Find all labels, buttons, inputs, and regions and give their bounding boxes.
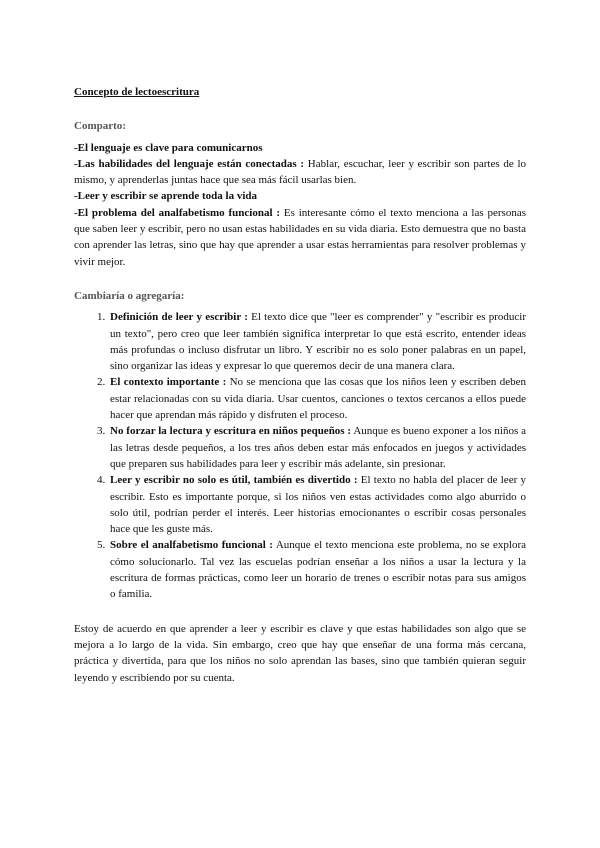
share-item-title: -El problema del analfabetismo funcional : — [74, 206, 281, 219]
conclusion-paragraph: Estoy de acuerdo en que aprender a leer y escribir es clave y que estas habilidades son algo que se mejora a lo largo de la vida. Sin embargo, creo que hay que enseñar de una forma más cercana, práctica y divertida, para que los niños no solo aprendan las bases, sino que también quieran seguir leyendo y escribiendo por su cuenta. — [74, 622, 526, 684]
list-item-title: Sobre el analfabetismo funcional : — [110, 539, 273, 552]
share-item-text: Hablar, escuchar, leer y escribir son partes de lo mismo, y aprenderlas juntas hace que sea más fácil usarlas bien. — [74, 157, 526, 187]
list-item-text: Aunque el texto menciona este problema, no se explora cómo solucionarlo. Tal vez las escuelas podrían enseñar a los niños a usar la lectura y la escritura de formas prácticas, como leer un horario de trenes o escribir notas para sus amigos o familia. — [110, 539, 526, 601]
share-item — [74, 205, 526, 270]
share-item — [74, 188, 526, 204]
list-item — [108, 374, 526, 423]
list-item-title: El contexto importante : — [110, 376, 227, 389]
list-item — [108, 537, 526, 602]
share-heading: Comparto: — [74, 120, 126, 133]
share-list — [74, 140, 526, 270]
list-item — [108, 309, 526, 374]
list-item-text: El texto no habla del placer de leer y escribir. Esto es importante porque, si los niños ven estas actividades como algo aburrido o solo útil, podrían perder el interés. Leer historias emocionantes o escribir cosas personales hace que les guste más. — [110, 474, 526, 536]
list-item-text: Aunque es bueno exponer a los niños a las letras desde pequeños, a los tres años deben estar más enfocados en juegos y actividades que preparen sus habilidades para leer y escribir más adelante, sin presionar. — [110, 425, 526, 470]
changes-heading: Cambiaría o agregaría: — [74, 289, 185, 302]
share-item-title: -El lenguaje es clave para comunicarnos — [74, 141, 263, 154]
share-item — [74, 140, 526, 156]
document-title: Concepto de lectoescritura — [74, 86, 200, 98]
list-item-text: El texto dice que "leer es comprender" y "escribir es producir un texto", pero creo que leer también significa interpretar lo que está escrito, entender ideas más profundas o incluso disfrutar un libro. Y escribir no es solo poner palabras en un papel, sino organizar las ideas y expresar lo que queremos decir de una manera clara. — [110, 311, 526, 373]
share-item-text: Es interesante cómo el texto menciona a las personas que saben leer y escribir, pero no usan estas habilidades en su vida diaria. Esto demuestra que no basta con aprender las letras, sino que hay que aprender a usar estas herramientas para resolver problemas y vivir mejor. — [74, 206, 526, 268]
list-item — [108, 472, 526, 537]
share-item-title: -Las habilidades del lenguaje están conectadas : — [74, 157, 305, 170]
list-item-title: No forzar la lectura y escritura en niños pequeños : — [110, 425, 352, 438]
share-item-title: -Leer y escribir se aprende toda la vida — [74, 190, 258, 203]
changes-list — [74, 309, 526, 602]
list-item — [108, 423, 526, 472]
share-item — [74, 156, 526, 189]
list-item-title: Definición de leer y escribir : — [110, 311, 248, 324]
list-item-title: Leer y escribir no solo es útil, también es divertido : — [110, 474, 358, 487]
list-item-text: No se menciona que las cosas que los niños leen y escriben deben estar relacionadas con su vida diaria. Usar cuentos, canciones o textos cercanos a ellos puede hacer que aprendan más rápido y disfruten el proceso. — [110, 376, 526, 422]
